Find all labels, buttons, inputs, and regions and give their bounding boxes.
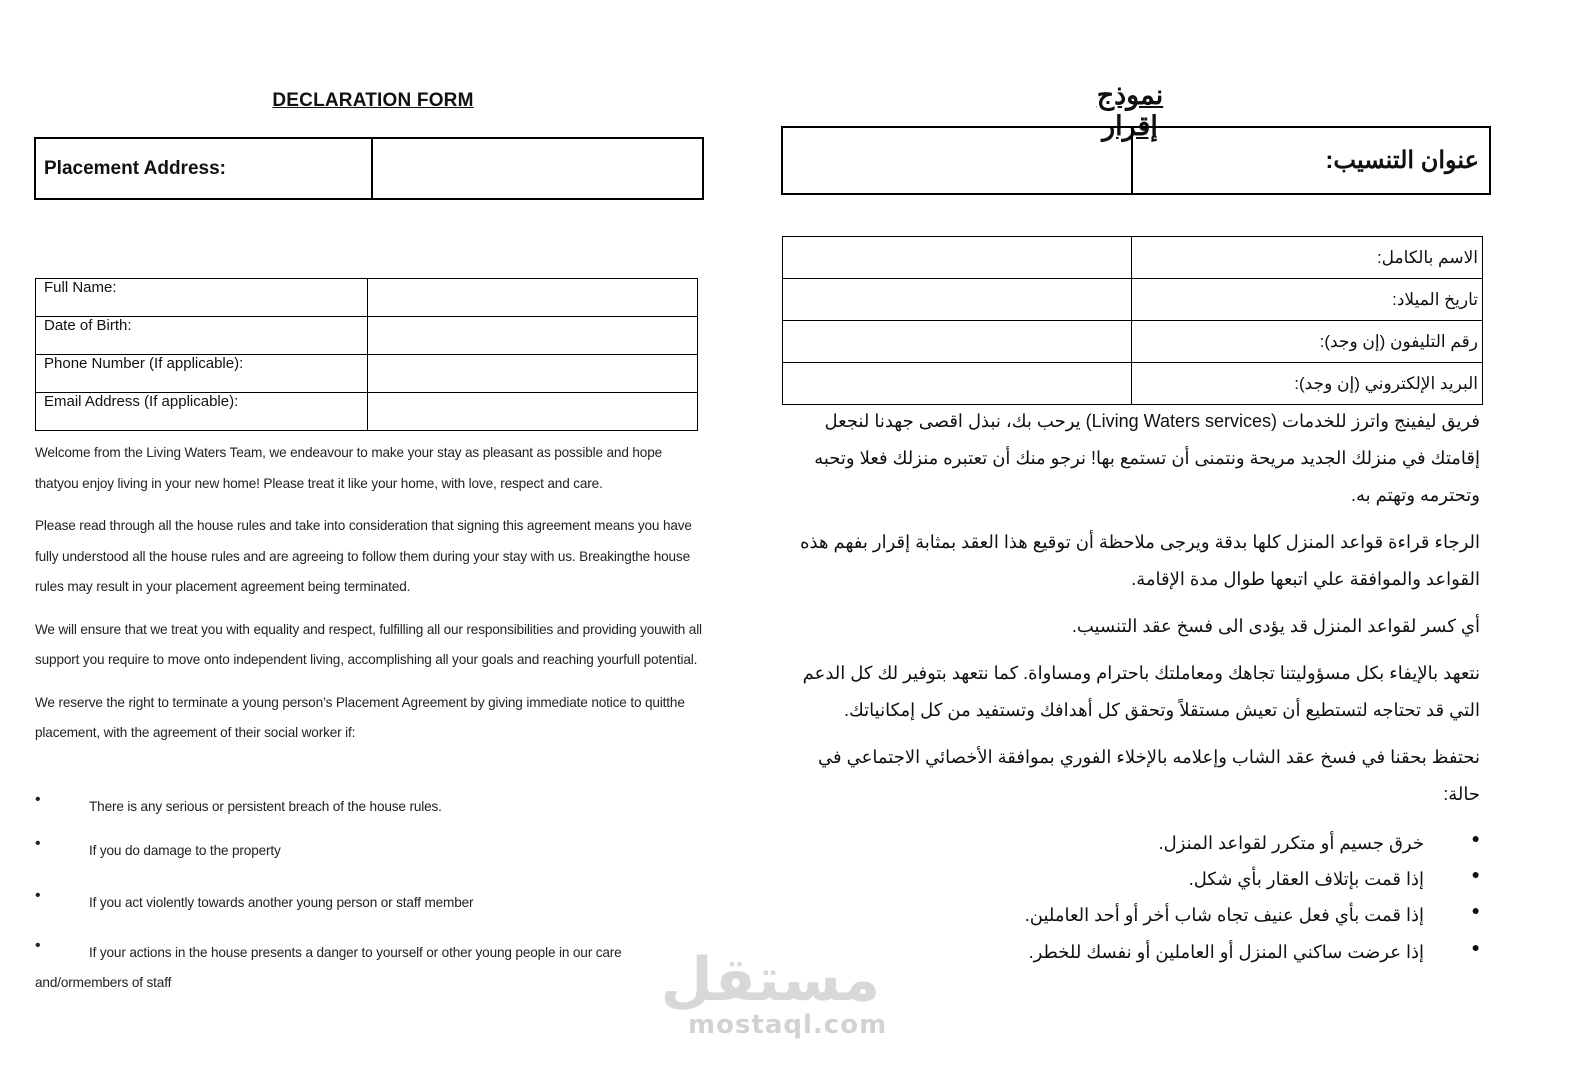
arabic-email-address-label: البريد الإلكتروني (إن وجد):	[1132, 363, 1483, 405]
english-paragraph-welcome: Welcome from the Living Waters Team, we endeavour to make your stay as pleasant as possible and hope thatyou enjoy living in your new home! Please treat it like your home, with love, respect and care.	[35, 445, 663, 491]
arabic-form-title: نموذج إقرار	[1096, 80, 1164, 141]
arabic-paragraph-breach: أي كسر لقواعد المنزل قد يؤدى الى فسخ عقد التنسيب.	[1071, 616, 1480, 636]
english-personal-details-table	[35, 278, 698, 431]
arabic-personal-details-table	[782, 236, 1483, 405]
email-address-label: Email Address (If applicable):	[36, 393, 368, 431]
mostaql-watermark-logo: مستقل	[660, 945, 880, 1015]
arabic-body-text	[790, 403, 1480, 823]
arabic-date-of-birth-label: تاريخ الميلاد:	[1132, 279, 1483, 321]
bullet-icon: •	[35, 887, 41, 904]
full-name-label: Full Name:	[36, 279, 368, 317]
placement-address-label: Placement Address:	[35, 138, 372, 199]
list-item: ● إذا عرضت ساكني المنزل أو العاملين أو نفسك للخطر.	[1028, 939, 1480, 962]
list-item: ● إذا قمت بأي فعل عنيف تجاه شاب أخر أو أحد العاملين.	[1024, 902, 1480, 925]
date-of-birth-label: Date of Birth:	[36, 317, 368, 355]
placement-address-field[interactable]	[372, 138, 703, 199]
mostaql-watermark-url: mostaql.com	[688, 1010, 888, 1040]
arabic-full-name-label: الاسم بالكامل:	[1132, 237, 1483, 279]
bullet-icon: •	[35, 791, 41, 808]
list-item: • There is any serious or persistent breach of the house rules.	[35, 791, 442, 814]
phone-number-label: Phone Number (If applicable):	[36, 355, 368, 393]
english-form-title: DECLARATION FORM	[272, 90, 474, 111]
arabic-date-of-birth-field[interactable]	[783, 279, 1132, 321]
bullet-icon: ●	[1471, 902, 1480, 918]
bullet-icon: ●	[1471, 830, 1480, 846]
english-paragraph-house-rules: Please read through all the house rules and take into consideration that signing this agreement means you have fully understood all the house rules and are agreeing to follow them during your stay with us. Breakingthe house rules may result in your placement agreement being terminated.	[35, 518, 692, 594]
arabic-phone-number-label: رقم التليفون (إن وجد):	[1132, 321, 1483, 363]
list-item: ● إذا قمت بإتلاف العقار بأي شكل.	[1188, 866, 1480, 889]
english-body-text	[35, 438, 705, 761]
full-name-field[interactable]	[368, 279, 698, 317]
phone-number-field[interactable]	[368, 355, 698, 393]
english-placement-address-table	[34, 137, 704, 200]
arabic-email-address-field[interactable]	[783, 363, 1132, 405]
arabic-paragraph-welcome: فريق ليفينج واترز للخدمات (Living Waters services) يرحب بك، نبذل اقصى جهدنا لنجعل إقامتك في منزلك الجديد مريحة ونتمنى أن تستمع بها! نرجو منك أن تعتبره منزلك فعلا وتحبه وتحترمه وتهتم به.	[814, 411, 1480, 505]
arabic-paragraph-commitment: نتعهد بالإيفاء بكل مسؤوليتنا تجاهك ومعاملتك باحترام ومساواة. كما نتعهد بتوفير لك كل الدعم التي قد تحتاجه لتستطيع أن تعيش مستقلاً وتحقق كل أهدافك وتستفيد من كل إمكانياتك.	[802, 663, 1480, 720]
english-paragraph-commitment: We will ensure that we treat you with equality and respect, fulfilling all our responsibilities and providing youwith all support you require to move onto independent living, accomplishing all your goals and reaching yourfull potential.	[35, 621, 702, 667]
arabic-placement-address-field[interactable]	[782, 127, 1132, 194]
arabic-paragraph-termination: نحتفظ بحقنا في فسخ عقد الشاب وإعلامه بالإخلاء الفوري بموافقة الأخصائي الاجتماعي في حالة:	[818, 747, 1480, 804]
bullet-icon: ●	[1471, 866, 1480, 882]
list-item: ● خرق جسيم أو متكرر لقواعد المنزل.	[1158, 830, 1480, 853]
date-of-birth-field[interactable]	[368, 317, 698, 355]
english-paragraph-termination: We reserve the right to terminate a young person’s Placement Agreement by giving immediate notice to quitthe placement, with the agreement of their social worker if:	[35, 694, 685, 740]
bullet-icon: •	[35, 835, 41, 852]
arabic-placement-address-label: عنوان التنسيب:	[1132, 127, 1490, 194]
arabic-paragraph-house-rules: الرجاء قراءة قواعد المنزل كلها بدقة ويرجى ملاحظة أن توقيع هذا العقد بمثابة إقرار بفهم هذه القواعد والموافقة علي اتبعها طوال مدة الإقامة.	[800, 532, 1480, 589]
list-item: • If you act violently towards another young person or staff member	[35, 887, 474, 910]
list-item: • If your actions in the house presents a danger to yourself or other young people in our care and/ormembers of staff	[35, 937, 622, 990]
arabic-full-name-field[interactable]	[783, 237, 1132, 279]
bullet-icon: •	[35, 937, 41, 954]
bullet-icon: ●	[1471, 939, 1480, 955]
list-item: • If you do damage to the property	[35, 835, 281, 858]
arabic-placement-address-table	[781, 126, 1491, 195]
arabic-phone-number-field[interactable]	[783, 321, 1132, 363]
email-address-field[interactable]	[368, 393, 698, 431]
